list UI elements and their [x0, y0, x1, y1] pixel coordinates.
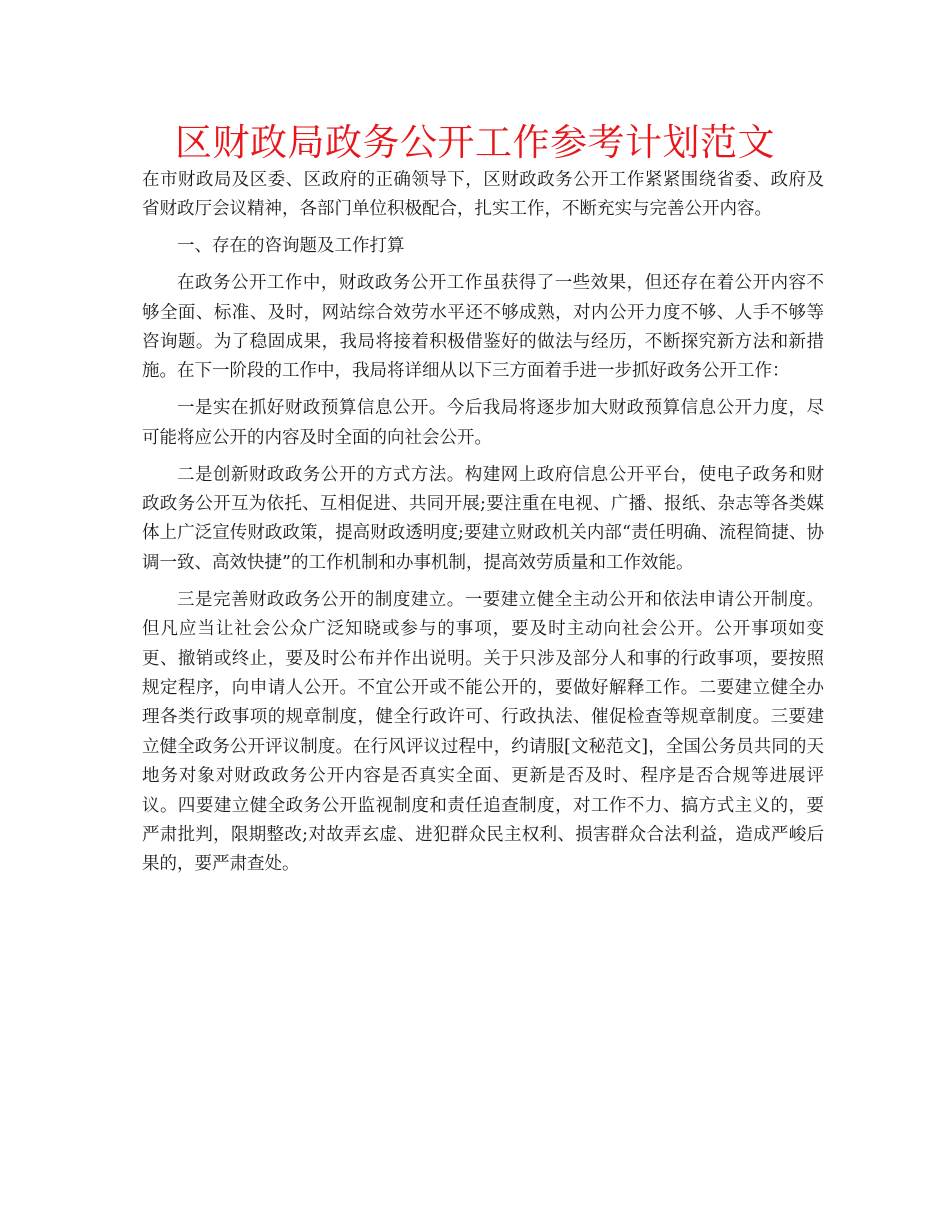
section-heading: 一、存在的咨询题及工作打算	[177, 236, 405, 257]
paragraph: 二是创新财政政务公开的方式方法。构建网上政府信息公开平台，使电子政务和财政政务公开互为依托、互相促进、共同开展;要注重在电视、广播、报纸、杂志等各类媒体上广泛宣传财政政策，提高财政透明度;要建立财政机关内部“责任明确、流程简捷、协调一致、高效快捷”的工作机制和办事机制，提高效劳质量和工作效能。	[142, 464, 824, 573]
paragraph: 一是实在抓好财政预算信息公开。今后我局将逐步加大财政预算信息公开力度，尽可能将应公开的内容及时全面的向社会公开。	[142, 398, 824, 448]
paragraph-intro: 在市财政局及区委、区政府的正确领导下，区财政政务公开工作紧紧围绕省委、政府及省财政厅会议精神，各部门单位积极配合，扎实工作，不断充实与完善公开内容。	[142, 170, 824, 220]
paragraph: 三是完善财政政务公开的制度建立。一要建立健全主动公开和依法申请公开制度。但凡应当让社会公众广泛知晓或参与的事项，要及时主动向社会公开。公开事项如变更、撤销或终止，要及时公布并作出说明。关于只涉及部分人和事的行政事项，要按照规定程序，向申请人公开。不宜公开或不能公开的，要做好解释工作。二要建立健全办理各类行政事项的规章制度，健全行政许可、行政执法、催促检查等规章制度。三要建立健全政务公开评议制度。在行风评议过程中，约请服[文秘范文]，全国公务员共同的天地务对象对财政政务公开内容是否真实全面、更新是否及时、程序是否合规等进展评议。四要建立健全政务公开监视制度和责任追查制度，对工作不力、搞方式主义的，要严肃批判，限期整改;对故弄玄虚、进犯群众民主权利、损害群众合法利益，造成严峻后果的，要严肃查处。	[142, 589, 824, 875]
document-body	[142, 166, 824, 887]
paragraph: 在政务公开工作中，财政政务公开工作虽获得了一些效果，但还存在着公开内容不够全面、标准、及时，网站综合效劳水平还不够成熟，对内公开力度不够、人手不够等咨询题。为了稳固成果，我局将接着积极借鉴好的做法与经历，不断探究新方法和新措施。在下一阶段的工作中，我局将详细从以下三方面着手进一步抓好政务公开工作：	[142, 273, 824, 382]
document-title: 区财政局政务公开工作参考计划范文	[175, 121, 775, 164]
